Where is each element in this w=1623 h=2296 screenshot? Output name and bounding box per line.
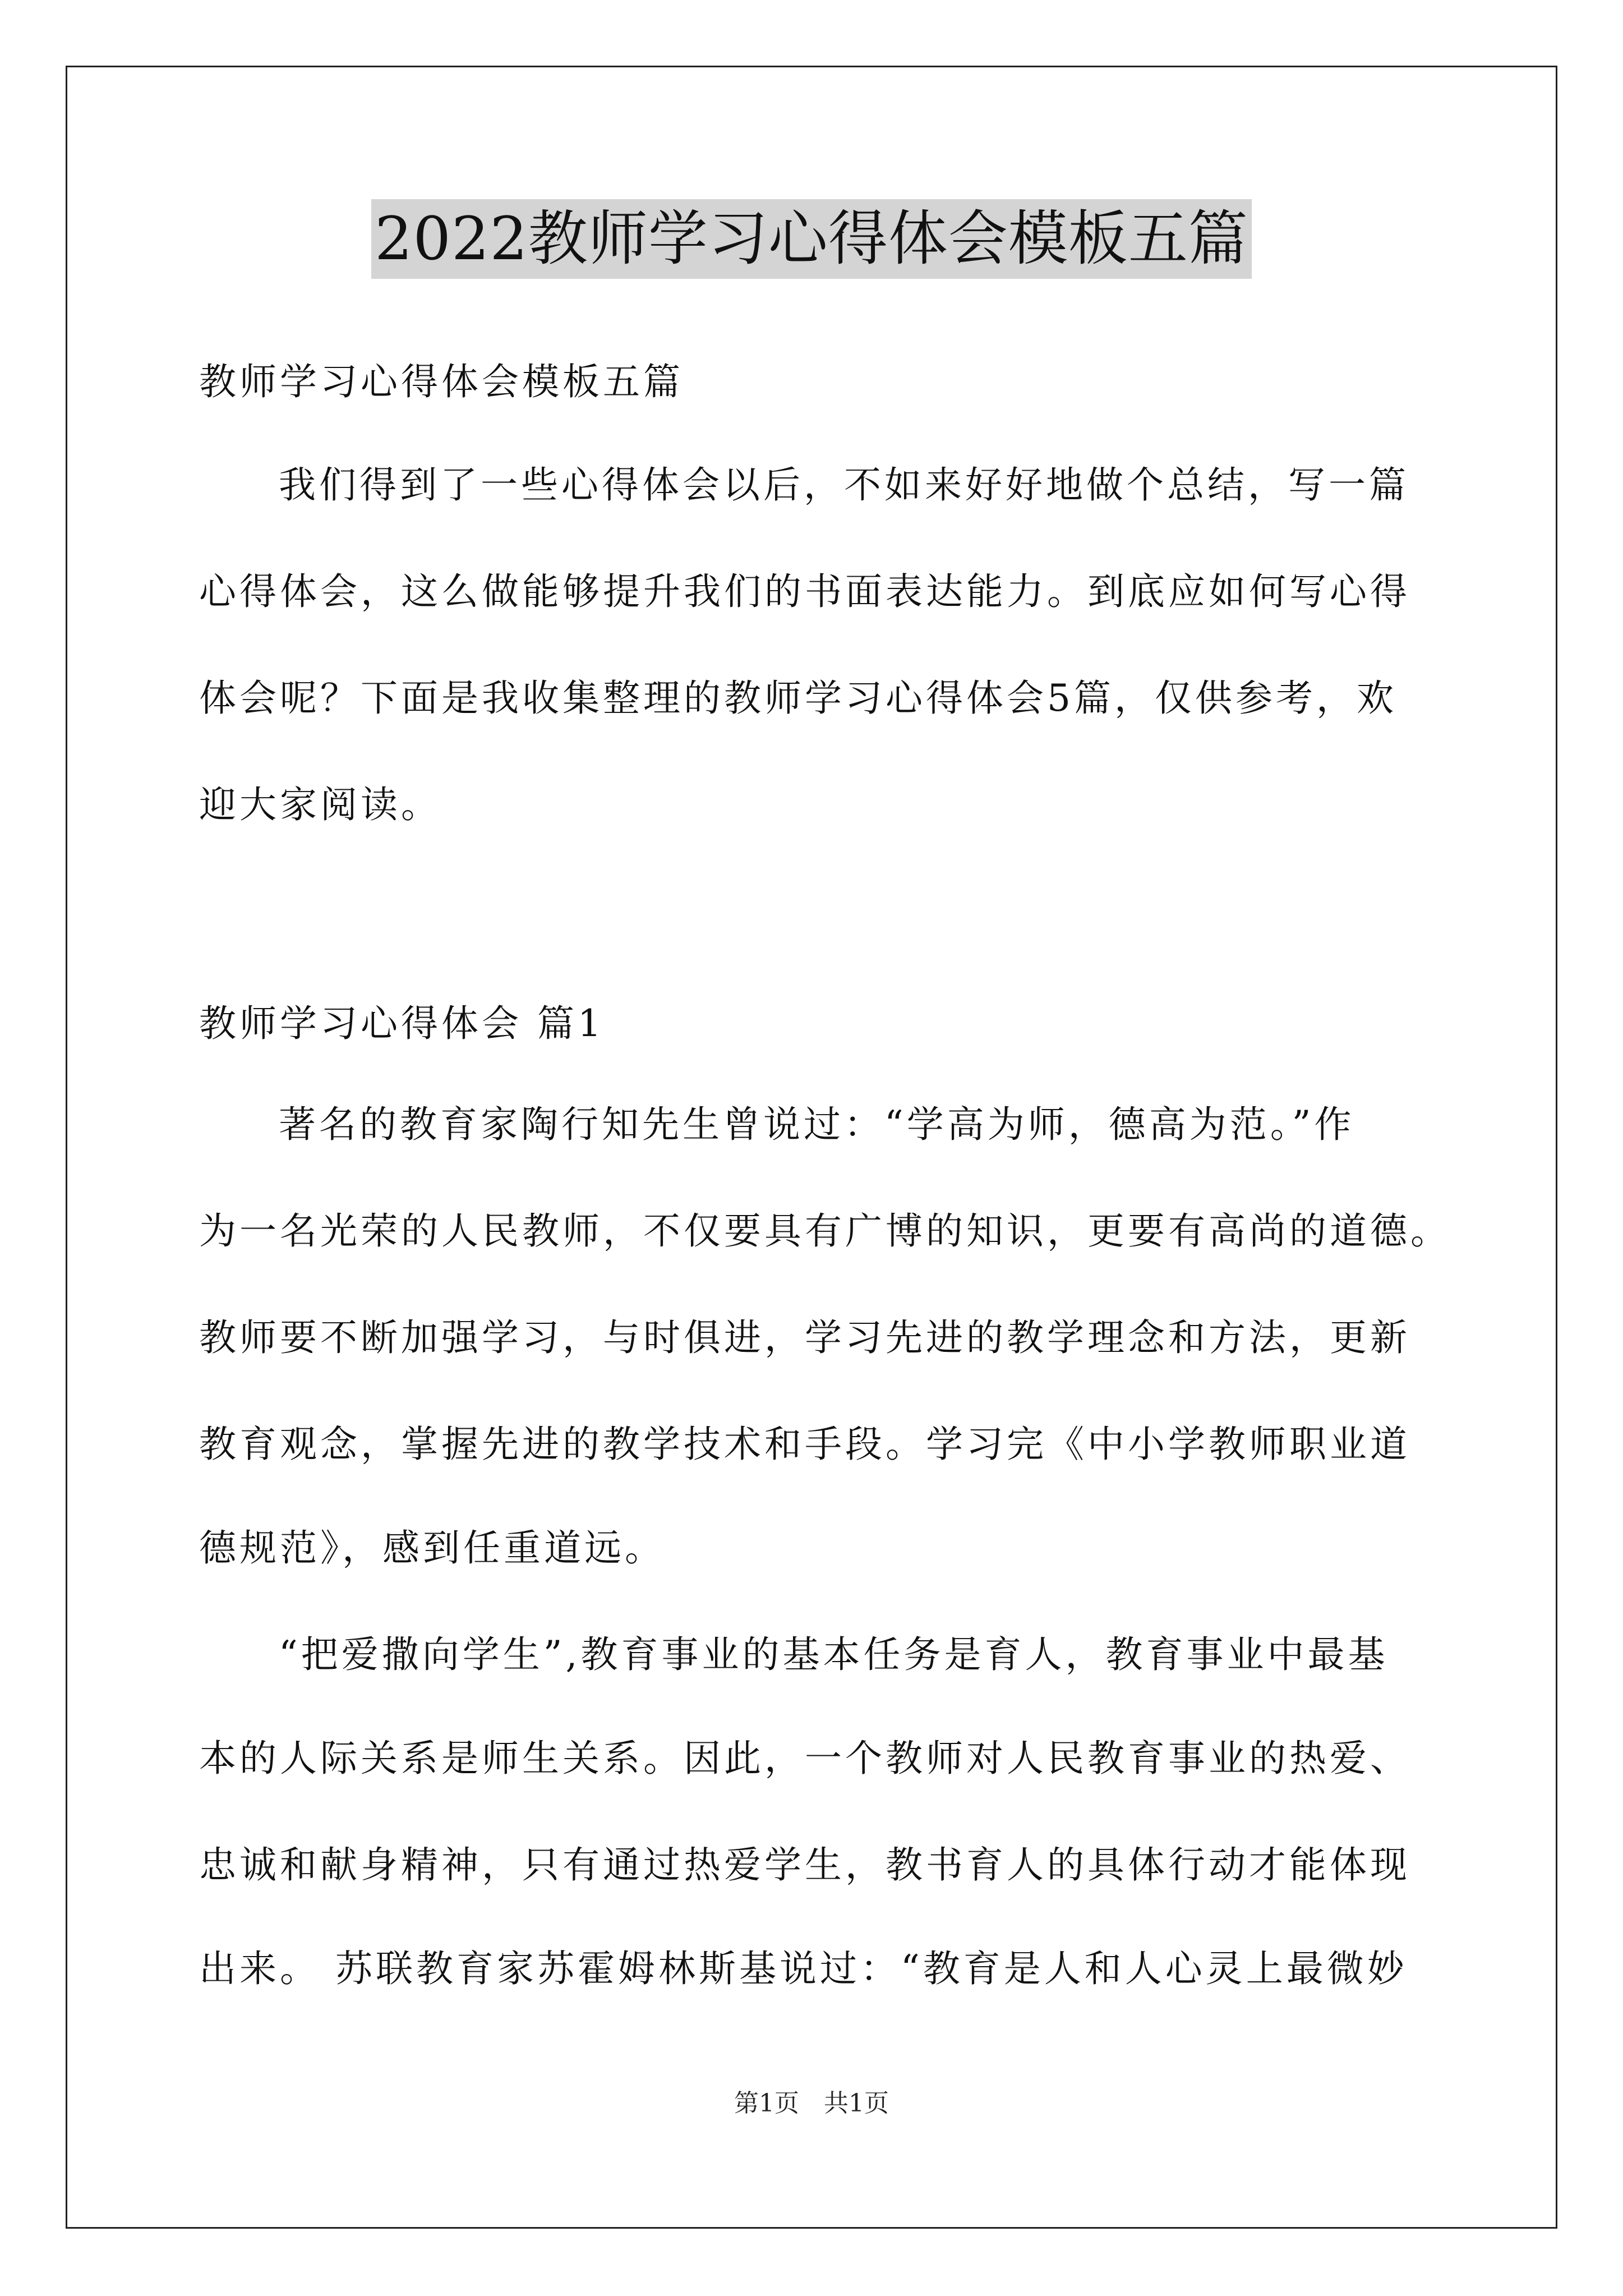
para1-line-4: 教育观念，掌握先进的教学技术和手段。学习完《中小学教师职业道 xyxy=(199,1423,1410,1466)
document-title: 2022教师学习心得体会模板五篇 xyxy=(371,199,1252,279)
para1-line-2: 为一名光荣的人民教师，不仅要具有广博的知识，更要有高尚的道德。 xyxy=(199,1209,1451,1253)
para1-line-5: 德规范》，感到任重道远。 xyxy=(199,1526,665,1570)
para1-line-1: 著名的教育家陶行知先生曾说过：“学高为师，德高为范。”作 xyxy=(279,1103,1355,1146)
para1-line-3: 教师要不断加强学习，与时俱进，学习先进的教学理念和方法，更新 xyxy=(199,1316,1410,1359)
document-subtitle: 教师学习心得体会模板五篇 xyxy=(199,360,684,403)
intro-line-1: 我们得到了一些心得体会以后，不如来好好地做个总结，写一篇 xyxy=(279,463,1409,507)
page-footer: 第1页 共1页 xyxy=(734,2089,889,2118)
para2-line-2: 本的人际关系是师生关系。因此，一个教师对人民教育事业的热爱、 xyxy=(199,1737,1410,1780)
para2-line-4: 出来。 苏联教育家苏霍姆林斯基说过：“教育是人和人心灵上最微妙 xyxy=(199,1947,1408,1990)
intro-line-2: 心得体会，这么做能够提升我们的书面表达能力。到底应如何写心得 xyxy=(199,570,1410,613)
para2-line-3: 忠诚和献身精神，只有通过热爱学生，教书育人的具体行动才能体现 xyxy=(199,1843,1410,1887)
para2-line-1: “把爱撒向学生”,教育事业的基本任务是育人，教育事业中最基 xyxy=(279,1633,1389,1676)
intro-line-3: 体会呢？下面是我收集整理的教师学习心得体会5篇，仅供参考，欢 xyxy=(199,677,1397,720)
title-container xyxy=(0,199,1623,279)
section-heading: 教师学习心得体会 篇1 xyxy=(199,1002,605,1045)
intro-line-4: 迎大家阅读。 xyxy=(199,783,441,826)
